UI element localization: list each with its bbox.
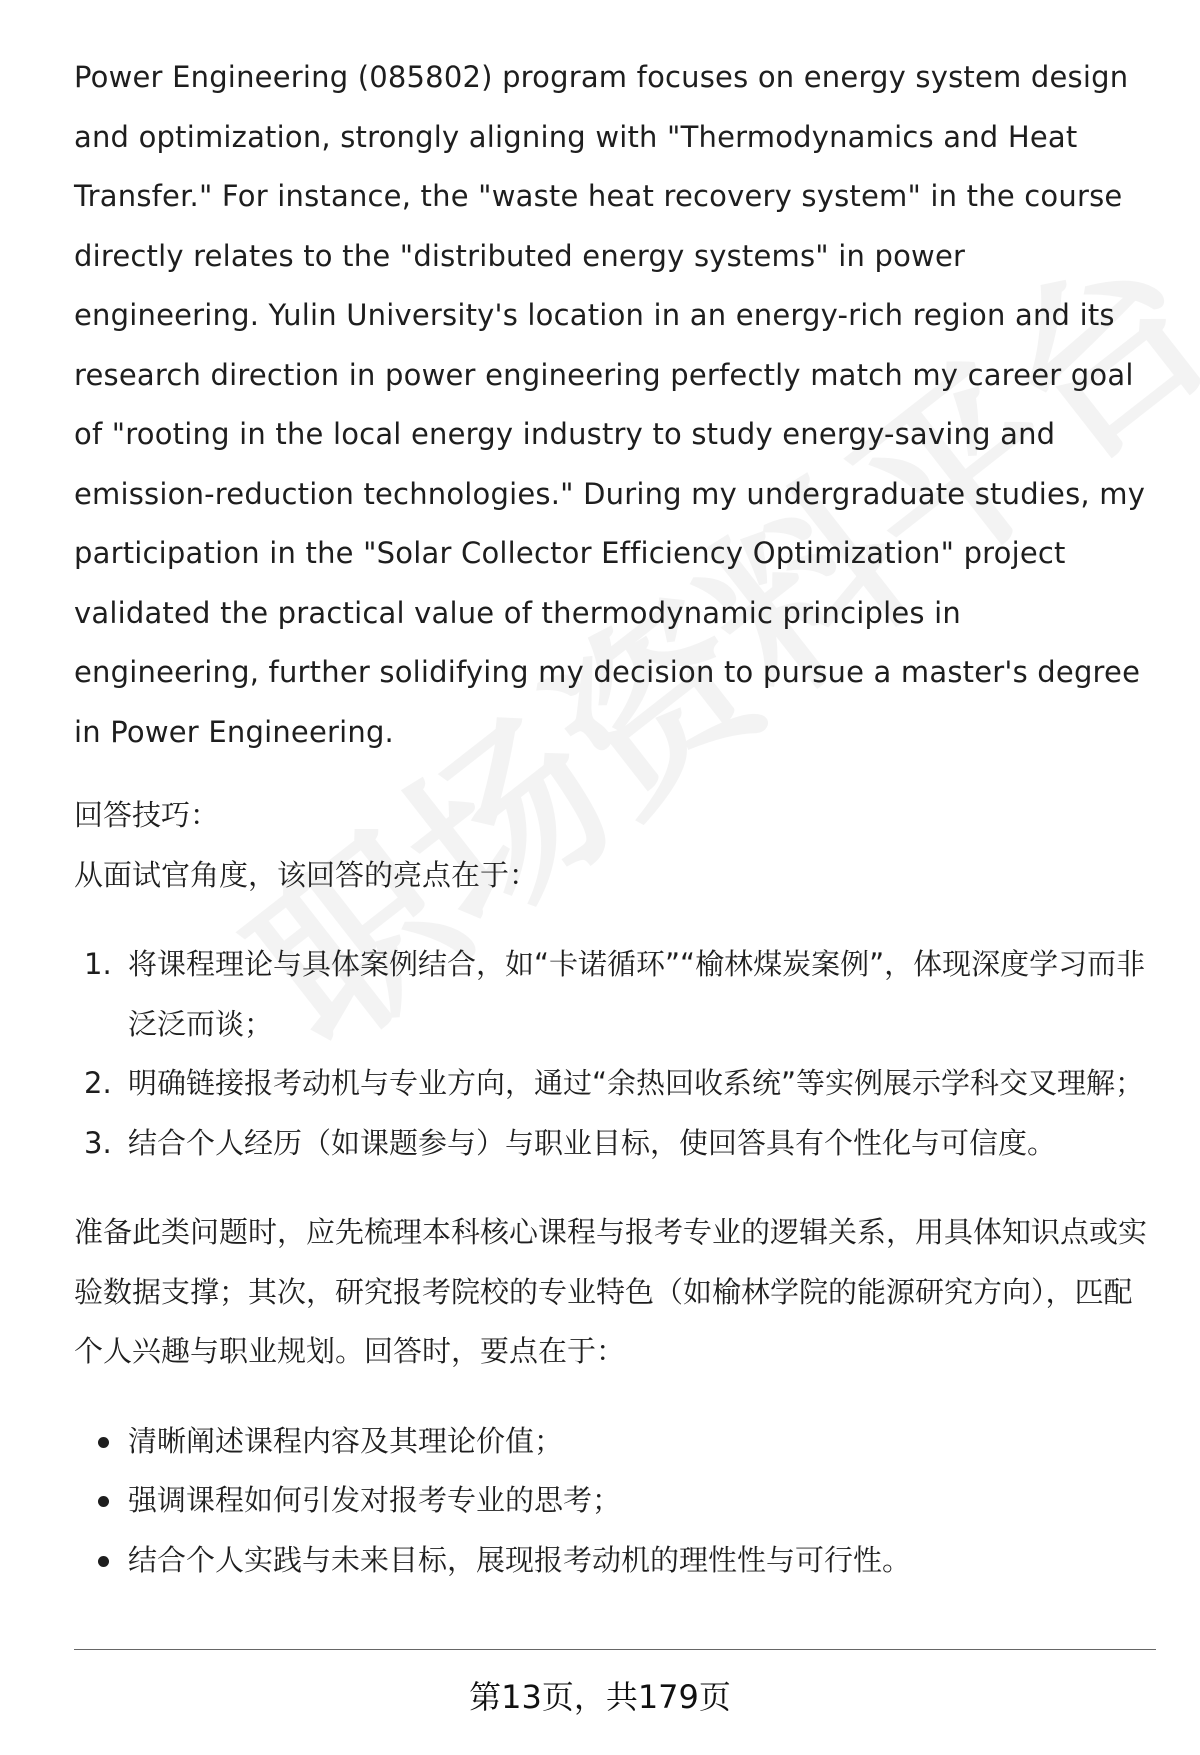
list-number: 2.: [84, 1066, 112, 1100]
bullet-icon: [98, 1437, 109, 1448]
footer-divider: [74, 1649, 1156, 1650]
bullet-icon: [98, 1556, 109, 1567]
list-item-text: 结合个人经历（如课题参与）与职业目标，使回答具有个性化与可信度。: [128, 1125, 1057, 1160]
key-points-list: [74, 1412, 1154, 1591]
list-number: 3.: [84, 1125, 112, 1160]
highlight-list: [74, 935, 1154, 1173]
preparation-paragraph: 准备此类问题时，应先梳理本科核心课程与报考专业的逻辑关系，用具体知识点或实验数据支撑；其次，研究报考院校的专业特色（如榆林学院的能源研究方向），匹配个人兴趣与职业规划。回答时，要点在于：: [74, 1215, 1148, 1368]
list-item-text: 清晰阐述课程内容及其理论价值；: [128, 1423, 564, 1458]
list-item-text: 结合个人实践与未来目标，展现报考动机的理性性与可行性。: [128, 1542, 912, 1577]
list-item: [74, 935, 1154, 1054]
bullet-icon: [98, 1496, 109, 1507]
list-item-text: 明确链接报考动机与专业方向，通过“余热回收系统”等实例展示学科交叉理解；: [128, 1066, 1145, 1100]
list-item: [74, 1471, 1154, 1531]
list-item: [74, 1054, 1154, 1114]
list-item-text: 将课程理论与具体案例结合，如“卡诺循环”“榆林煤炭案例”，体现深度学习而非泛泛而谈；: [128, 947, 1146, 1041]
list-item: [74, 1531, 1154, 1591]
tips-heading: 回答技巧：: [74, 798, 220, 832]
page-number: 第13页，共179页: [469, 1678, 731, 1716]
list-number: 1.: [84, 947, 112, 981]
document-page: [74, 48, 1154, 1590]
list-item: [74, 1114, 1154, 1174]
list-item: [74, 1412, 1154, 1472]
tips-intro: 从面试官角度，该回答的亮点在于：: [74, 857, 539, 892]
list-item-text: 强调课程如何引发对报考专业的思考；: [128, 1483, 622, 1517]
intro-paragraph: Power Engineering (085802) program focuses on energy system design and optimization, strongly aligning with "Thermodynamics and Heat Transfer." For instance, the "waste heat recovery system" in the course directly relates to the "distributed energy systems" in power engineering. Yulin University's location in an energy-rich region and its research direction in power engineering perfectly match my career goal of "rooting in the local energy industry to study energy-saving and emission-reduction technologies." During my undergraduate studies, my participation in the "Solar Collector Efficiency Optimization" project validated the practical value of thermodynamic principles in engineering, further solidifying my decision to pursue a master's degree in Power Engineering.: [74, 60, 1146, 749]
